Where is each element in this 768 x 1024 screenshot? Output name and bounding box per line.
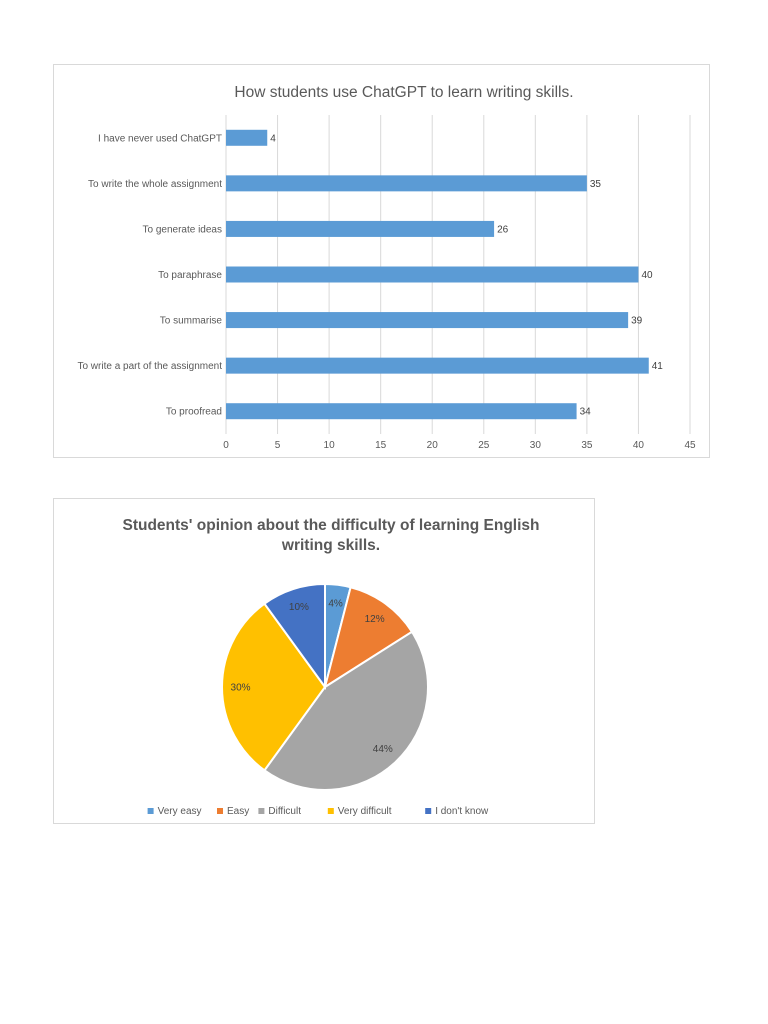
x-tick-label: 15 <box>375 440 387 451</box>
bar-value-label: 35 <box>589 178 602 190</box>
category-label: To write the whole assignment <box>88 178 222 190</box>
bar-chart-title: How students use ChatGPT to learn writing skills. <box>234 84 574 101</box>
x-tick-label: 40 <box>632 440 645 451</box>
x-tick-label: 5 <box>274 440 281 451</box>
legend-swatch <box>217 808 223 814</box>
legend-swatch <box>425 808 431 814</box>
x-tick-label: 30 <box>529 440 541 451</box>
legend-label: Easy <box>227 806 250 817</box>
bar-value-label: 39 <box>631 315 643 327</box>
x-tick-label: 20 <box>426 440 438 451</box>
category-label: To generate ideas <box>142 224 222 236</box>
bar <box>226 267 638 283</box>
legend-label: Very difficult <box>337 806 392 817</box>
pie-chart-title-line-2: writing skills. <box>281 537 381 554</box>
category-label: To proofread <box>165 406 222 418</box>
bar-value-label: 4 <box>270 133 276 145</box>
bar <box>226 175 587 191</box>
slice-percent-label: 10% <box>288 602 309 614</box>
legend-swatch <box>148 808 154 814</box>
slice-percent-label: 12% <box>364 614 385 626</box>
legend-swatch <box>328 808 334 814</box>
bar-value-label: 40 <box>641 270 653 281</box>
legend-swatch <box>258 808 264 814</box>
slice-percent-label: 44% <box>372 744 393 756</box>
bar <box>226 403 577 419</box>
slice-percent-label: 4% <box>328 598 343 610</box>
bar <box>226 221 494 237</box>
legend-label: Difficult <box>268 806 302 817</box>
bar <box>226 358 649 374</box>
bar-value-label: 41 <box>651 361 663 373</box>
bar-value-label: 26 <box>497 224 509 236</box>
category-label: To summarise <box>159 315 222 327</box>
x-tick-label: 45 <box>684 440 696 451</box>
slice-percent-label: 30% <box>230 682 251 694</box>
legend-label: I don't know <box>435 806 489 817</box>
bar-chart-card <box>53 64 710 458</box>
pie-chart-title-line-1: Students' opinion about the difficulty of learning English <box>122 517 540 534</box>
pie-chart-card <box>53 498 595 824</box>
x-tick-label: 0 <box>223 440 229 451</box>
x-tick-label: 25 <box>478 440 490 451</box>
bar-value-label: 34 <box>579 406 591 418</box>
x-tick-label: 10 <box>323 440 335 451</box>
legend-label: Very easy <box>157 806 202 817</box>
category-label: To paraphrase <box>158 270 222 281</box>
bar <box>226 130 267 146</box>
pie-chart <box>54 499 594 823</box>
x-tick-label: 35 <box>581 440 593 451</box>
bar-chart <box>54 65 709 457</box>
category-label: I have never used ChatGPT <box>98 133 222 145</box>
category-label: To write a part of the assignment <box>77 361 222 373</box>
bar <box>226 312 628 328</box>
